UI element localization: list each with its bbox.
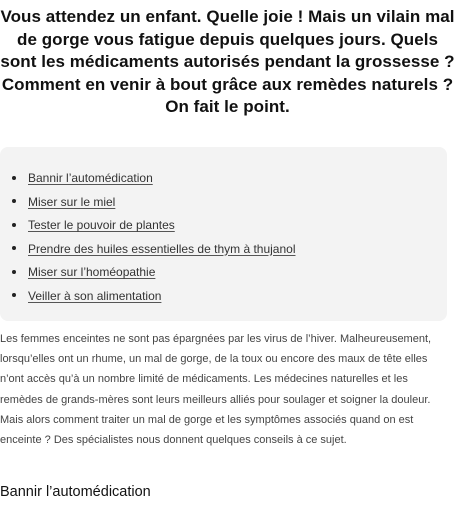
article-paragraph: Les femmes enceintes ne sont pas épargnées par les virus de l’hiver. Malheureusement, lorsqu’elles ont un rhume, un mal de gorge, de la toux ou encore des maux de tête elles n’ont accès qu’à un nombre limité de médicaments. Les médecines naturelles et les remèdes de grands-mères sont leurs meilleurs alliés pour soulager et soigner la douleur. Mais alors comment traiter un mal de gorge et les symptômes associés quand on est enceinte ? Des spécialistes nous donnent quelques conseils à ce sujet. <box>0 333 432 447</box>
toc-item <box>12 167 296 191</box>
article-intro: Vous attendez un enfant. Quelle joie ! Mais un vilain mal de gorge vous fatigue depuis quelques jours. Quels sont les médicaments autorisés pendant la grossesse ? Comment en venir à bout grâce aux remèdes naturels ? On fait le point. <box>0 7 455 116</box>
bullet-icon <box>12 293 16 297</box>
toc-list <box>12 167 296 308</box>
toc-item <box>12 191 296 215</box>
section-heading: Bannir l’automédication <box>0 484 151 500</box>
toc-item <box>12 214 296 238</box>
toc-link-homeopathie[interactable]: Miser sur l’homéopathie <box>28 265 156 279</box>
bullet-icon <box>12 199 16 203</box>
toc-item <box>12 238 296 262</box>
toc-link-alimentation[interactable]: Veiller à son alimentation <box>28 288 162 303</box>
toc-link-miel[interactable]: Miser sur le miel <box>28 194 116 209</box>
toc-link-automedication[interactable]: Bannir l’automédication <box>28 171 153 185</box>
toc-link-huiles-essentielles[interactable]: Prendre des huiles essentielles de thym à thujanol <box>28 241 296 256</box>
toc-item <box>12 261 296 285</box>
toc-link-plantes[interactable]: Tester le pouvoir de plantes <box>28 218 175 232</box>
toc-item <box>12 285 296 309</box>
bullet-icon <box>12 246 16 250</box>
bullet-icon <box>12 223 16 227</box>
bullet-icon <box>12 176 16 180</box>
table-of-contents <box>0 147 447 321</box>
bullet-icon <box>12 270 16 274</box>
